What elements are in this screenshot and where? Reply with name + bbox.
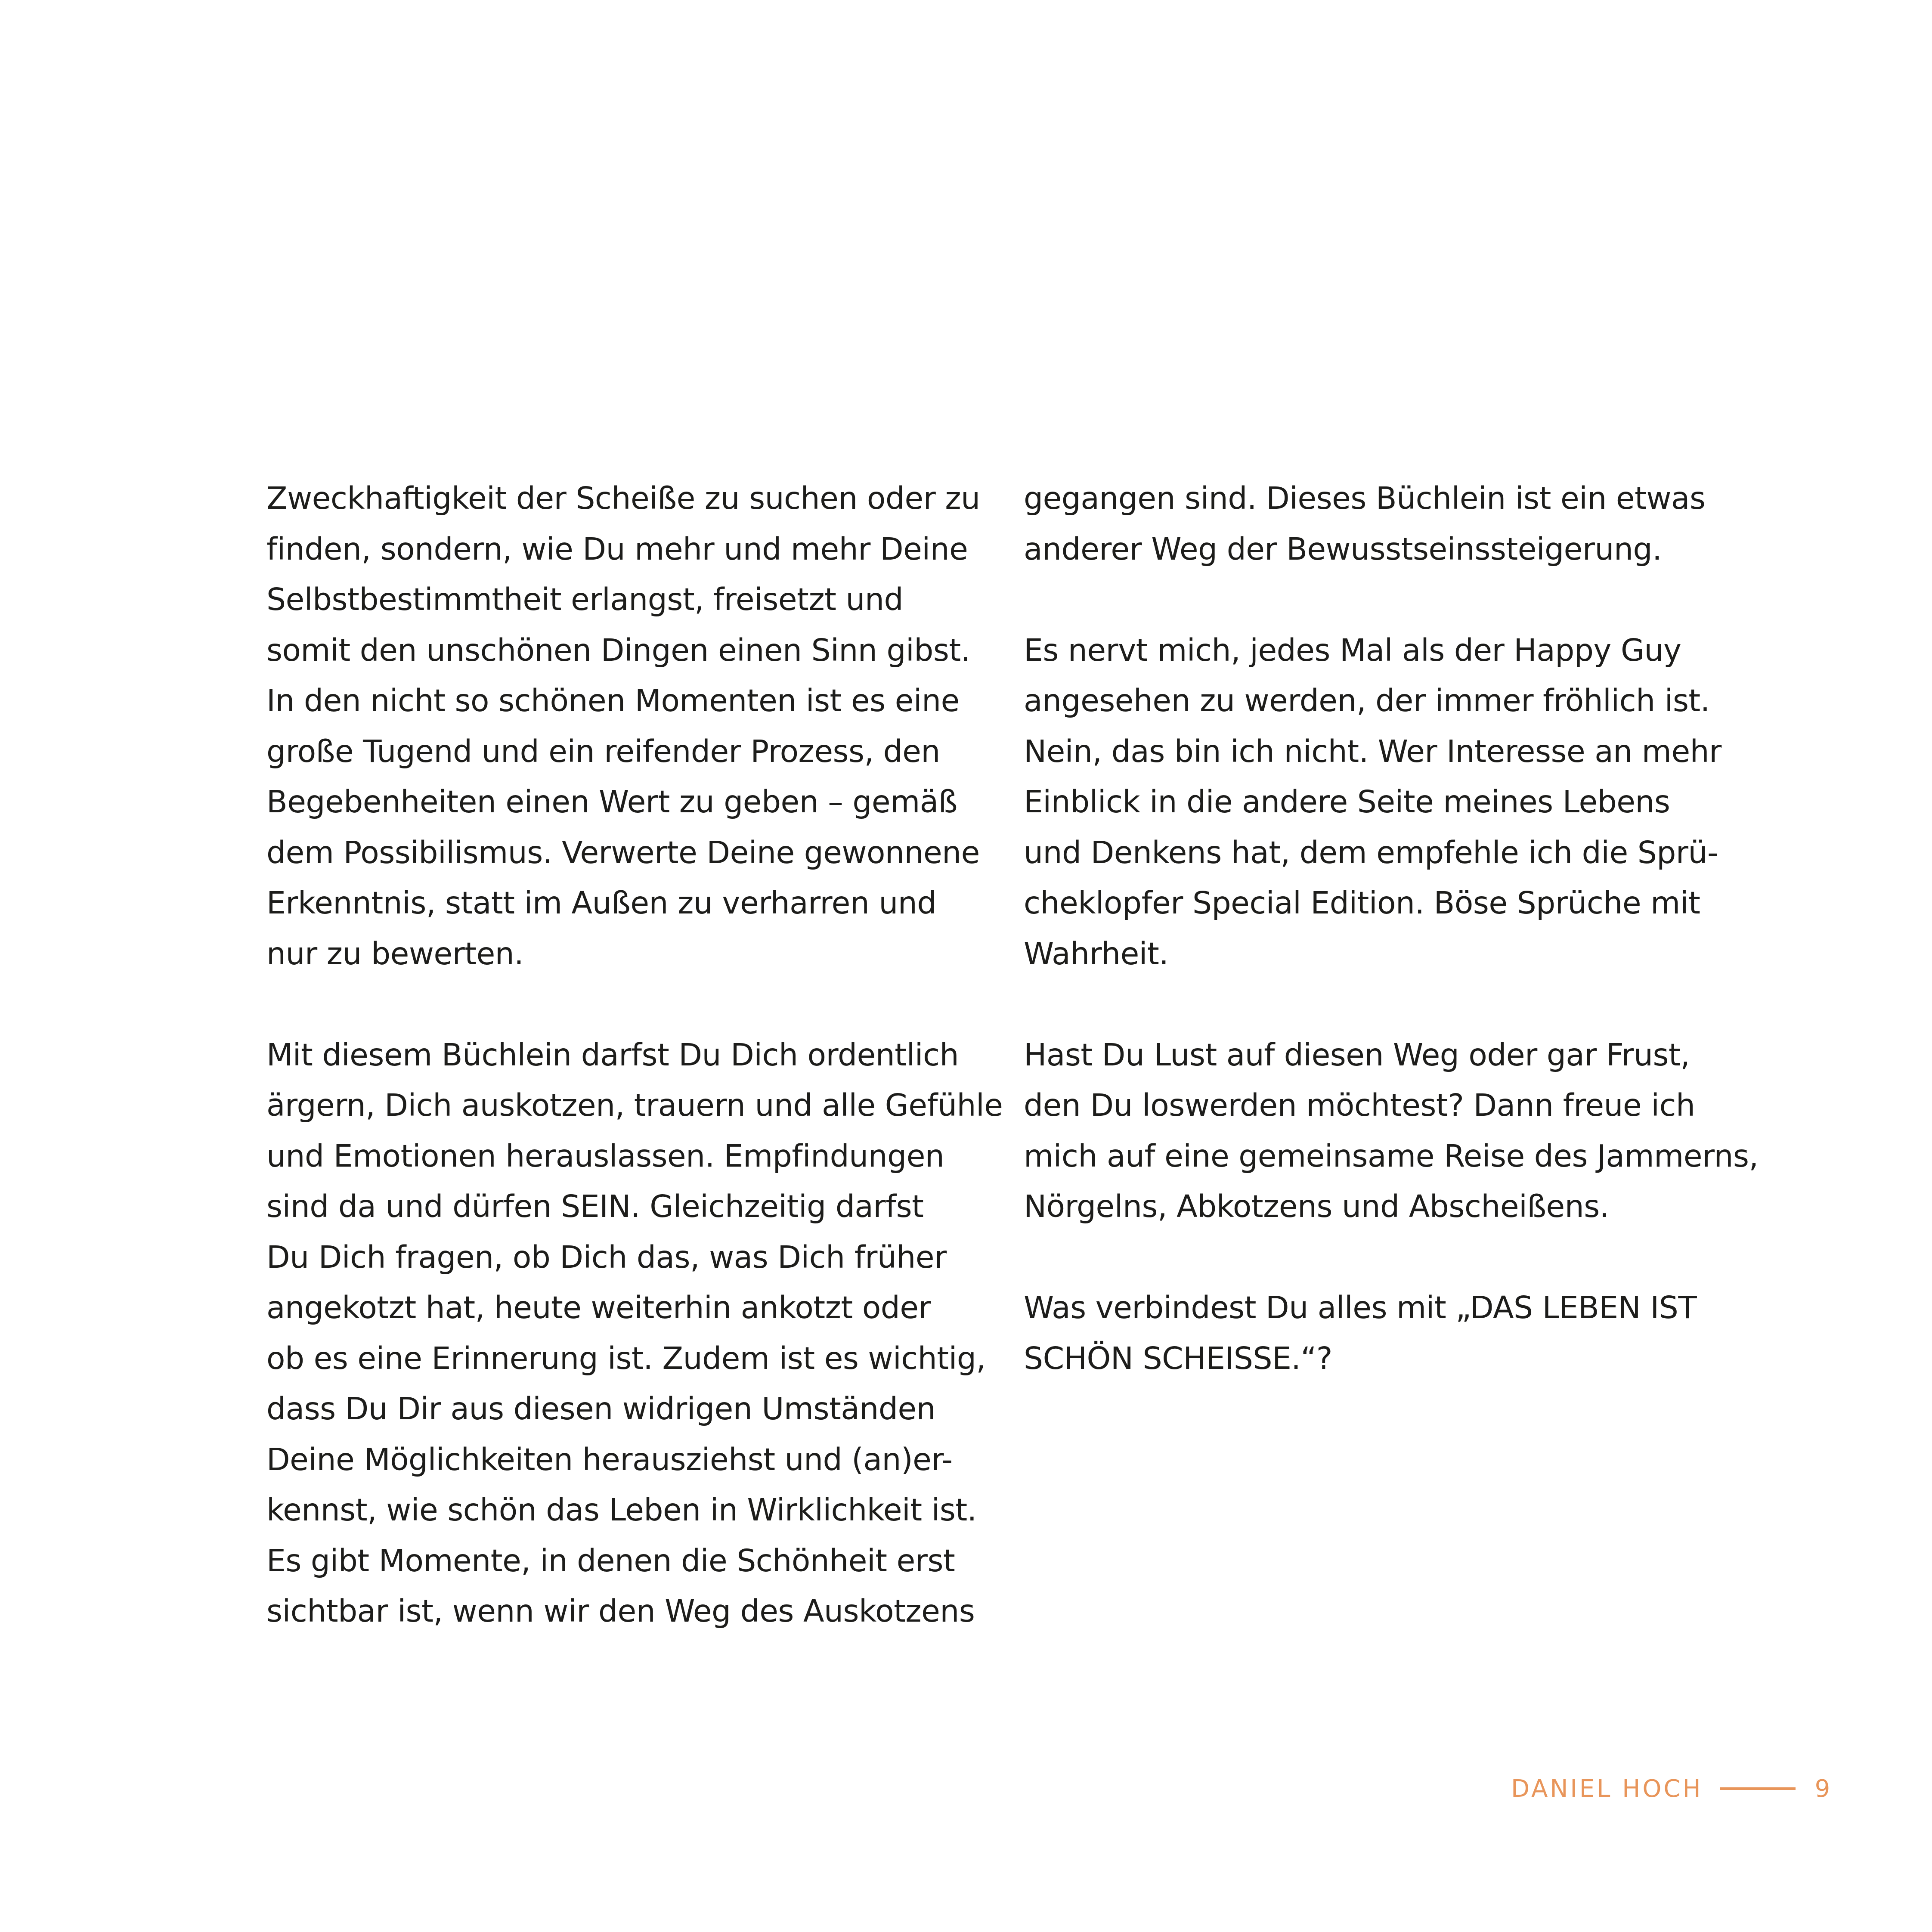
text-line: angesehen zu werden, der immer fröhlich ist. — [1024, 683, 1710, 718]
paragraph — [1024, 625, 1721, 979]
paragraph-spacer — [1024, 1232, 1690, 1283]
right-text-column — [1024, 473, 1759, 1384]
paragraph — [1024, 1282, 1697, 1384]
text-line: Zweckhaftigkeit der Scheiße zu suchen oder zu — [266, 480, 980, 516]
text-line: nur zu bewerten. — [266, 935, 524, 972]
text-line: finden, sondern, wie Du mehr und mehr Deine — [266, 531, 968, 567]
text-line: somit den unschönen Dingen einen Sinn gibst. — [266, 632, 970, 668]
text-line: Deine Möglichkeiten herausziehst und (an)er- — [266, 1441, 953, 1477]
text-line: ob es eine Erinnerung ist. Zudem ist es wichtig, — [266, 1340, 986, 1376]
paragraph — [1024, 1030, 1759, 1232]
paragraph-spacer — [266, 979, 933, 1030]
text-line: den Du loswerden möchtest? Dann freue ich — [1024, 1087, 1695, 1123]
paragraph — [1024, 473, 1706, 574]
left-text-column — [266, 473, 1003, 1637]
text-line: Hast Du Lust auf diesen Weg oder gar Frust, — [1024, 1037, 1690, 1073]
page-footer — [1511, 1771, 1832, 1806]
author-name: DANIEL HOCH — [1511, 1774, 1703, 1803]
text-line: Selbstbestimmtheit erlangst, freisetzt und — [266, 582, 904, 617]
text-line: Wahrheit. — [1024, 935, 1169, 972]
text-line: sind da und dürfen SEIN. Gleichzeitig darfst — [266, 1189, 924, 1224]
page-number: 9 — [1814, 1774, 1833, 1803]
paragraph-spacer — [1024, 574, 1690, 625]
paragraph — [266, 473, 980, 979]
text-line: und Denkens hat, dem empfehle ich die Sprü- — [1024, 834, 1718, 870]
text-line: angekotzt hat, heute weiterhin ankotzt oder — [266, 1290, 931, 1325]
text-line: SCHÖN SCHEISSE.“? — [1024, 1340, 1332, 1376]
text-line: mich auf eine gemeinsame Reise des Jammerns, — [1024, 1138, 1759, 1174]
text-line: Es gibt Momente, in denen die Schönheit erst — [266, 1542, 955, 1579]
text-line: Erkenntnis, statt im Außen zu verharren und — [266, 885, 936, 921]
footer-divider — [1720, 1787, 1796, 1790]
text-line: dass Du Dir aus diesen widrigen Umständen — [266, 1391, 936, 1427]
text-line: ärgern, Dich auskotzen, trauern und alle Gefühle — [266, 1087, 1003, 1123]
text-line: Es nervt mich, jedes Mal als der Happy Guy — [1024, 632, 1681, 668]
text-line: In den nicht so schönen Momenten ist es eine — [266, 683, 960, 718]
paragraph-spacer — [1024, 979, 1690, 1030]
text-line: und Emotionen herauslassen. Empfindungen — [266, 1138, 944, 1174]
text-line: sichtbar ist, wenn wir den Weg des Auskotzens — [266, 1593, 975, 1629]
text-line: Einblick in die andere Seite meines Lebens — [1024, 784, 1670, 820]
text-line: cheklopfer Special Edition. Böse Sprüche mit — [1024, 885, 1700, 921]
text-line: Du Dich fragen, ob Dich das, was Dich früher — [266, 1239, 947, 1275]
paragraph — [266, 1030, 1003, 1637]
text-line: Begebenheiten einen Wert zu geben – gemäß — [266, 784, 957, 820]
text-line: gegangen sind. Dieses Büchlein ist ein etwas — [1024, 480, 1706, 516]
text-line: Was verbindest Du alles mit „DAS LEBEN IST — [1024, 1290, 1697, 1325]
text-line: anderer Weg der Bewusstseinssteigerung. — [1024, 531, 1662, 567]
text-line: dem Possibilismus. Verwerte Deine gewonnene — [266, 834, 980, 870]
text-line: Nörgelns, Abkotzens und Abscheißens. — [1024, 1189, 1609, 1224]
text-line: große Tugend und ein reifender Prozess, den — [266, 733, 940, 769]
text-line: Nein, das bin ich nicht. Wer Interesse an mehr — [1024, 733, 1721, 769]
text-line: kennst, wie schön das Leben in Wirklichkeit ist. — [266, 1492, 977, 1528]
text-line: Mit diesem Büchlein darfst Du Dich ordentlich — [266, 1037, 959, 1073]
